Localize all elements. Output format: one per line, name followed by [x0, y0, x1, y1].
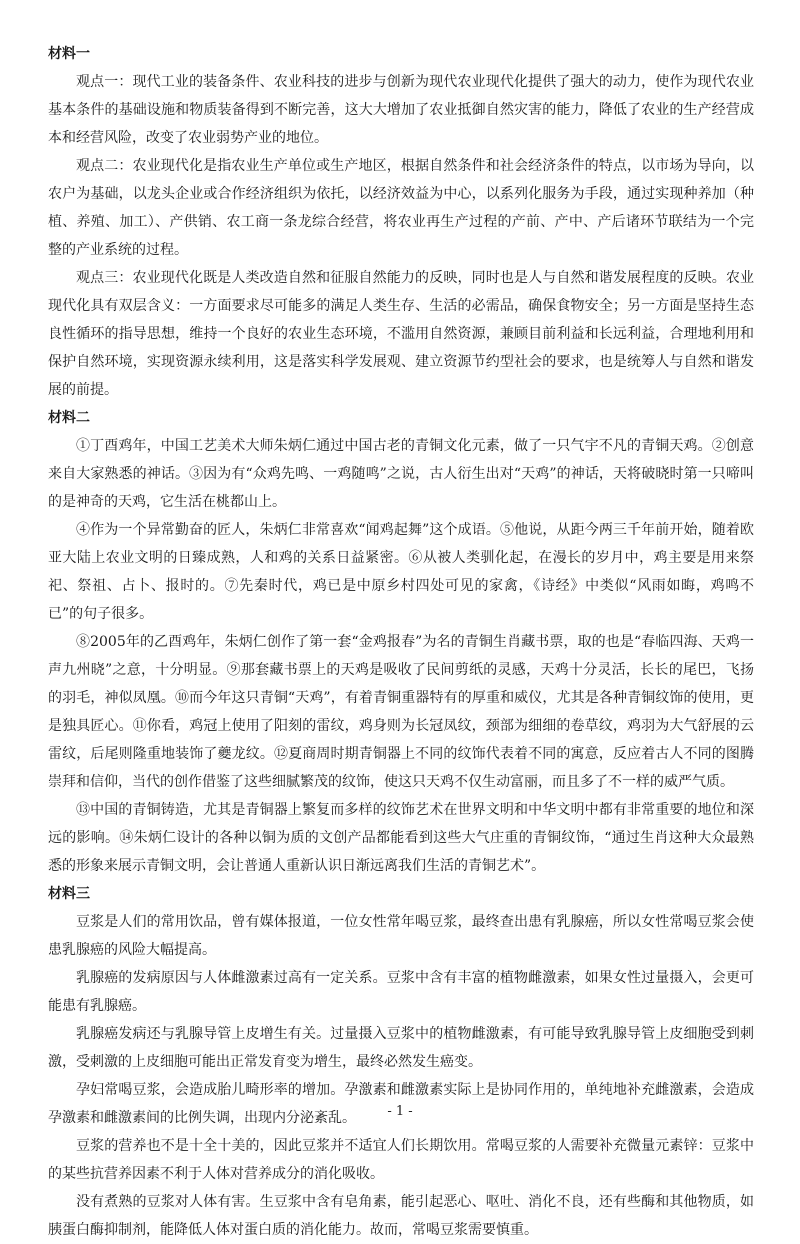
- paragraph: ⑬中国的青铜铸造，尤其是青铜器上繁复而多样的纹饰艺术在世界文明和中华文明中都有非常重要的地位和深远的影响。⑭朱炳仁设计的各种以铜为质的文创产品都能看到这些大气庄重的青铜纹饰，“通过生肖这种大众最熟悉的形象来展示青铜文明，会让普通人重新认识日渐远离我们生活的青铜艺术”。: [48, 802, 754, 874]
- paragraph: 观点一：现代工业的装备条件、农业科技的进步与创新为现代农业现代化提供了强大的动力，使作为现代农业基本条件的基础设施和物质装备得到不断完善，这大大增加了农业抵御自然灾害的能力，降低了农业的生产经营成本和经营风险，改变了农业弱势产业的地位。: [48, 74, 754, 146]
- paragraph: 没有煮熟的豆浆对人体有害。生豆浆中含有皂角素，能引起恶心、呕吐、消化不良，还有些酶和其他物质，如胰蛋白酶抑制剂，能降低人体对蛋白质的消化能力。故而，常喝豆浆需要慎重。: [48, 1194, 754, 1238]
- paragraph: ①丁酉鸡年，中国工艺美术大师朱炳仁通过中国古老的青铜文化元素，做了一只气宇不凡的青铜天鸡。②创意来自大家熟悉的神话。③因为有“众鸡先鸣、一鸡随鸣”之说，古人衍生出对“天鸡”的神话，天将破晓时第一只啼叫的是神奇的天鸡，它生活在桃都山上。: [48, 438, 754, 510]
- paragraph: ⑧2005年的乙酉鸡年，朱炳仁创作了第一套“金鸡报春”为名的青铜生肖藏书票，取的也是“春临四海、天鸡一声九州晓”之意，十分明显。⑨那套藏书票上的天鸡是吸收了民间剪纸的灵感，天鸡十分灵活，长长的尾巴，飞扬的羽毛，神似凤凰。⑩而今年这只青铜“天鸡”，有着青铜重器特有的厚重和威仪，尤其是各种青铜纹饰的使用，更是独具匠心。⑪你看，鸡冠上使用了阳刻的雷纹，鸡身则为长冠凤纹，颈部为细细的卷草纹，鸡羽为大气舒展的云雷纹，后尾则隆重地装饰了夔龙纹。⑫夏商周时期青铜器上不同的纹饰代表着不同的寓意，反应着古人不同的图腾崇拜和信仰，当代的创作借鉴了这些细腻繁茂的纹饰，使这只天鸡不仅生动富丽，而且多了不一样的威严气质。: [48, 634, 754, 790]
- section-heading-2: 材料二: [48, 410, 90, 426]
- document-page: [48, 40, 754, 1244]
- paragraph: 孕妇常喝豆浆，会造成胎儿畸形率的增加。孕激素和雌激素实际上是协同作用的，单纯地补充雌激素，会造成孕激素和雌激素间的比例失调，出现内分泌紊乱。: [48, 1082, 754, 1126]
- paragraph: 乳腺癌的发病原因与人体雌激素过高有一定关系。豆浆中含有丰富的植物雌激素，如果女性过量摄入，会更可能患有乳腺癌。: [48, 970, 754, 1014]
- paragraph: 豆浆的营养也不是十全十美的，因此豆浆并不适宜人们长期饮用。常喝豆浆的人需要补充微量元素锌：豆浆中的某些抗营养因素不利于人体对营养成分的消化吸收。: [48, 1138, 754, 1182]
- paragraph: ④作为一个异常勤奋的匠人，朱炳仁非常喜欢“闻鸡起舞”这个成语。⑤他说，从距今两三千年前开始，随着欧亚大陆上农业文明的日臻成熟，人和鸡的关系日益紧密。⑥从被人类驯化起，在漫长的岁月中，鸡主要是用来祭祀、祭祖、占卜、报时的。⑦先秦时代，鸡已是中原乡村四处可见的家禽，《诗经》中类似“风雨如晦，鸡鸣不已”的句子很多。: [48, 522, 754, 622]
- paragraph: 观点三：农业现代化既是人类改造自然和征服自然能力的反映，同时也是人与自然和谐发展程度的反映。农业现代化具有双层含义：一方面要求尽可能多的满足人类生存、生活的必需品，确保食物安全；另一方面是坚持生态良性循环的指导思想，维持一个良好的农业生态环境，不滥用自然资源，兼顾目前利益和长远利益，合理地利用和保护自然环境，实现资源永续利用，这是落实科学发展观、建立资源节约型社会的要求，也是统筹人与自然和谐发展的前提。: [48, 270, 754, 398]
- paragraph: 观点二：农业现代化是指农业生产单位或生产地区，根据自然条件和社会经济条件的特点，以市场为导向，以农户为基础，以龙头企业或合作经济组织为依托，以经济效益为中心，以系列化服务为手段，通过实现种养加（种植、养殖、加工）、产供销、农工商一条龙综合经营，将农业再生产过程的产前、产中、产后诸环节联结为一个完整的产业系统的过程。: [48, 158, 754, 258]
- page-number: - 1 -: [387, 1104, 413, 1119]
- paragraph: 豆浆是人们的常用饮品，曾有媒体报道，一位女性常年喝豆浆，最终查出患有乳腺癌，所以女性常喝豆浆会使患乳腺癌的风险大幅提高。: [48, 914, 754, 958]
- paragraph: 乳腺癌发病还与乳腺导管上皮增生有关。过量摄入豆浆中的植物雌激素，有可能导致乳腺导管上皮细胞受到刺激，受刺激的上皮细胞可能出正常发育变为增生，最终必然发生癌变。: [48, 1026, 754, 1070]
- section-heading-3: 材料三: [48, 886, 90, 902]
- section-heading-1: 材料一: [48, 46, 90, 62]
